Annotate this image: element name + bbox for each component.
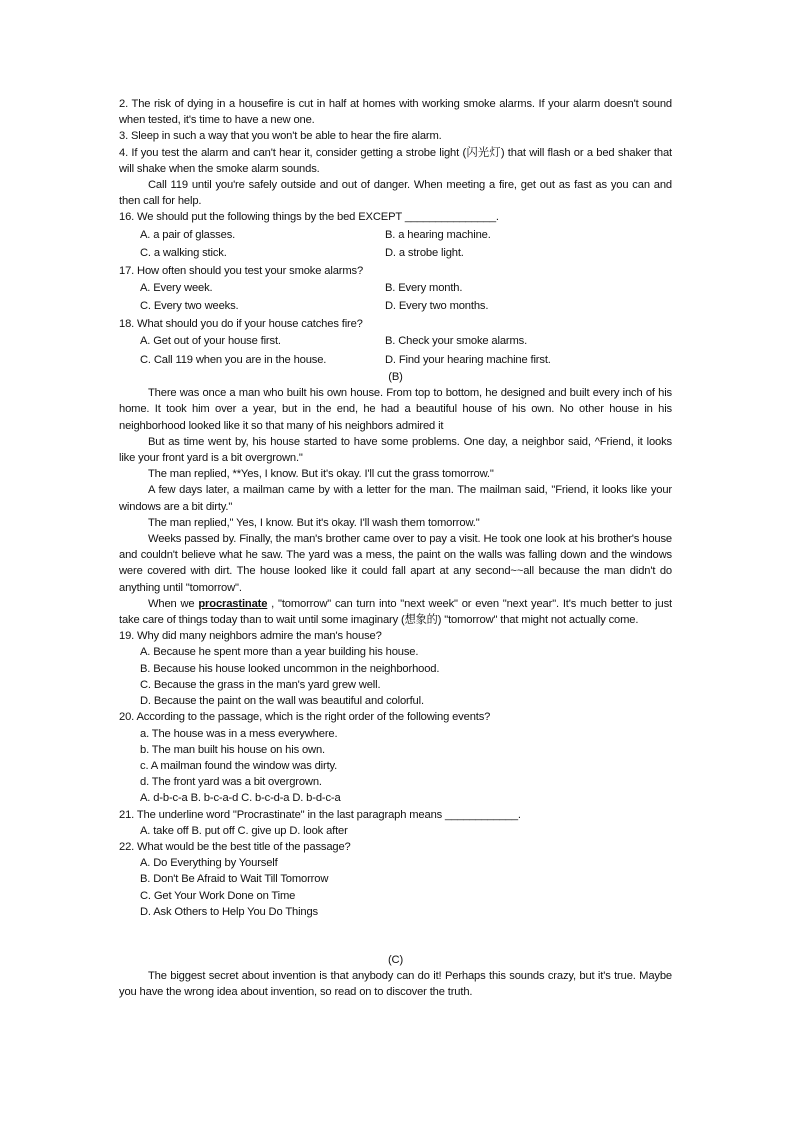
passage-b-paragraph: The man replied," Yes, I know. But it's okay. I'll wash them tomorrow." — [148, 516, 480, 529]
option: D. a strobe light. — [385, 247, 464, 260]
passage-c-label: (C) — [387, 953, 404, 966]
option: B. a hearing machine. — [385, 228, 491, 241]
question-20-options: A. d-b-c-a B. b-c-a-d C. b-c-d-a D. b-d-c-a — [140, 792, 341, 805]
option: D. Ask Others to Help You Do Things — [140, 905, 318, 918]
question-20: 20. According to the passage, which is the right order of the following events? — [119, 711, 491, 724]
passage-a-item-2: 2. The risk of dying in a housefire is cut in half at homes with working smoke alarms. If your alarm doesn't sound when tested, it's time to have a new one. — [119, 98, 672, 127]
option: C. Get Your Work Done on Time — [140, 889, 296, 902]
option: D. Because the paint on the wall was beautiful and colorful. — [140, 695, 424, 708]
option: B. Check your smoke alarms. — [385, 335, 528, 348]
option: A. Do Everything by Yourself — [140, 857, 278, 870]
question-18-options-row2 — [119, 352, 672, 370]
option: C. Because the grass in the man's yard grew well. — [140, 678, 381, 691]
event-item: d. The front yard was a bit overgrown. — [140, 776, 322, 789]
passage-a-closing: Call 119 until you're safely outside and out of danger. When meeting a fire, get out as fast as you can and then call for help. — [119, 179, 672, 208]
question-21: 21. The underline word "Procrastinate" in the last paragraph means ____________. — [119, 808, 521, 821]
question-17: 17. How often should you test your smoke alarms? — [119, 264, 364, 277]
option: A. Get out of your house first. — [140, 335, 281, 348]
question-18: 18. What should you do if your house catches fire? — [119, 317, 363, 330]
option: D. Every two months. — [385, 300, 489, 313]
option: C. a walking stick. — [140, 247, 227, 260]
question-17-options-row1 — [119, 280, 672, 298]
option: C. Call 119 when you are in the house. — [140, 353, 327, 366]
question-16-options-row2 — [119, 245, 672, 263]
text: When we — [148, 597, 199, 610]
option: C. Every two weeks. — [140, 300, 239, 313]
option: A. Because he spent more than a year building his house. — [140, 646, 419, 659]
section-gap — [119, 920, 672, 952]
option: A. Every week. — [140, 281, 213, 294]
event-item: b. The man built his house on his own. — [140, 743, 326, 756]
underlined-keyword: procrastinate — [198, 597, 268, 610]
question-21-options: A. take off B. put off C. give up D. look after — [140, 824, 348, 837]
question-17-options-row2 — [119, 298, 672, 316]
passage-b-paragraph: But as time went by, his house started to have some problems. One day, a neighbor said, ^Friend, it looks like your front yard is a bit overgrown." — [119, 435, 672, 465]
event-item: c. A mailman found the window was dirty. — [140, 759, 338, 772]
question-16: 16. We should put the following things by the bed EXCEPT _______________. — [119, 211, 499, 224]
option: A. a pair of glasses. — [140, 228, 236, 241]
question-19: 19. Why did many neighbors admire the man's house? — [119, 630, 382, 643]
passage-b-paragraph: The man replied, **Yes, I know. But it's okay. I'll cut the grass tomorrow." — [148, 468, 494, 481]
option: B. Every month. — [385, 281, 463, 294]
question-16-options-row1 — [119, 227, 672, 245]
passage-b-label: (B) — [388, 371, 403, 384]
passage-b-paragraph: A few days later, a mailman came by with a letter for the man. The mailman said, "Friend, it looks like your windows are a bit dirty." — [119, 484, 672, 513]
text: , "tomorrow" can turn into "next week" or even "next year". It's much better to just take care of things today than to wait until some imaginary (想象的) "tomorrow" that might not actually come. — [119, 597, 672, 627]
passage-a-item-3: 3. Sleep in such a way that you won't be able to hear the fire alarm. — [119, 130, 442, 143]
option: B. Because his house looked uncommon in the neighborhood. — [140, 662, 440, 675]
question-18-options-row1 — [119, 333, 672, 351]
passage-b-paragraph: Weeks passed by. Finally, the man's brother came over to pay a visit. He took one look at his brother's house and couldn't believe what he saw. The yard was a mess, the paint on the walls was falling down and the windows were covered with dirt. The house looked like it could fall apart at any second~~all because the man didn't do anything until "tomorrow". — [119, 533, 672, 594]
passage-c-paragraph: The biggest secret about invention is that anybody can do it! Perhaps this sounds crazy, but it's true. Maybe you have the wrong idea about invention, so read on to discover the truth. — [119, 970, 672, 999]
passage-a-item-4: 4. If you test the alarm and can't hear it, consider getting a strobe light (闪光灯) that will flash or a bed shaker that will shake when the smoke alarm sounds. — [119, 146, 672, 175]
event-item: a. The house was in a mess everywhere. — [140, 727, 338, 740]
option: B. Don't Be Afraid to Wait Till Tomorrow — [140, 873, 329, 886]
exam-page — [119, 96, 672, 1001]
question-22: 22. What would be the best title of the passage? — [119, 840, 351, 853]
option: D. Find your hearing machine first. — [385, 353, 551, 366]
passage-b-paragraph: There was once a man who built his own house. From top to bottom, he designed and built every inch of his home. It took him over a year, but in the end, he had a beautiful house of his own. No other house in his neighborhood looked like it so that many of his neighbors admired it — [119, 387, 672, 432]
passage-b-paragraph — [119, 596, 672, 628]
